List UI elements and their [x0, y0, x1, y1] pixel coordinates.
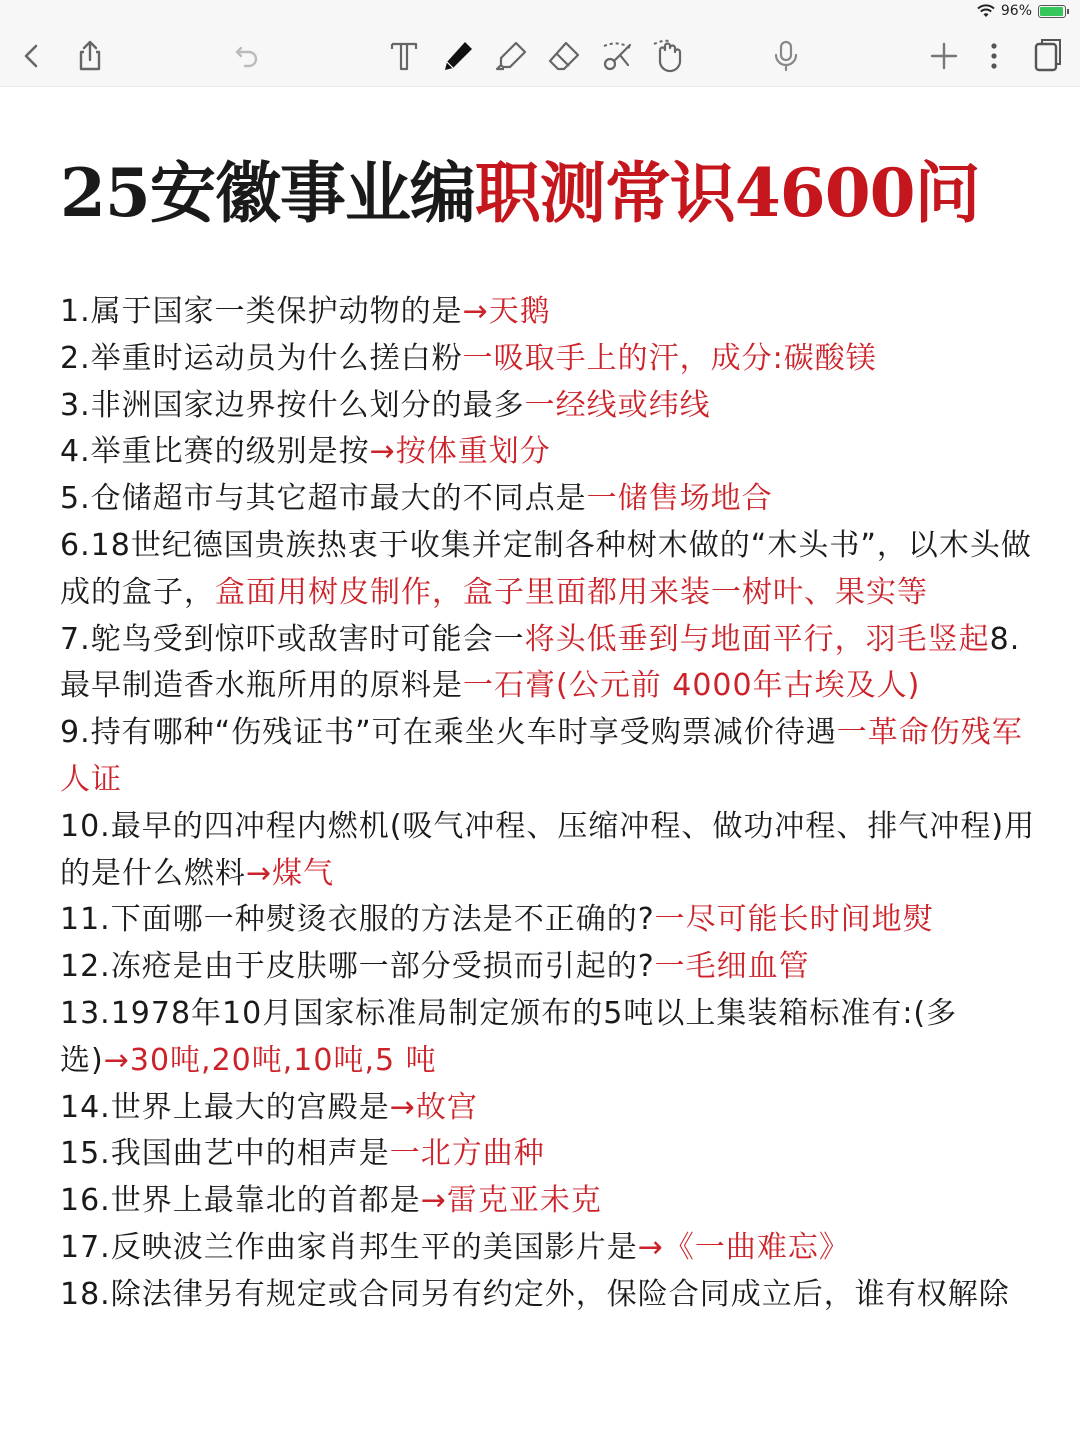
list-item [60, 336, 1050, 383]
status-indicators [977, 3, 1066, 19]
eraser-button[interactable] [542, 34, 586, 78]
answer-text: 一革命伤残军人证 [60, 715, 1023, 797]
list-item [60, 1085, 1050, 1132]
answer-text: 一毛细血管 [654, 949, 810, 985]
answer-text: →天鹅 [462, 294, 551, 329]
answer-text: 一吸取手上的汗，成分:碳酸镁 [462, 340, 877, 376]
undo-button[interactable] [225, 34, 269, 78]
question-text: 9.持有哪种“伤残证书”可在乘坐火车时享受购票减价待遇 [60, 715, 837, 751]
list-item [60, 476, 1050, 523]
back-icon [14, 38, 50, 74]
answer-text: →故宫 [389, 1089, 478, 1125]
list-item [60, 617, 1050, 711]
list-item [60, 289, 1050, 336]
microphone-icon [768, 38, 804, 74]
answer-text: 一尽可能长时间地熨 [654, 902, 934, 938]
list-item [60, 429, 1050, 476]
microphone-button[interactable] [764, 34, 808, 78]
answer-text: 盒面用树皮制作，盒子里面都用来装一树叶、果实等 [215, 574, 928, 610]
answer-text: →30吨,20吨,10吨,5 吨 [103, 1042, 437, 1078]
text-tool-button[interactable] [382, 34, 426, 78]
list-item [60, 1178, 1050, 1225]
question-text: 7.鸵鸟受到惊吓或敌害时可能会一 [60, 621, 525, 657]
question-text: 17.反映波兰作曲家肖邦生平的美国影片是 [60, 1229, 638, 1265]
list-item [60, 523, 1050, 617]
add-button[interactable] [922, 34, 966, 78]
question-text: 10.最早的四冲程内燃机(吸气冲程、压缩冲程、做功冲程、排气冲程)用的是什么燃料 [60, 808, 1036, 891]
question-text: 18.除法律另有规定或合同另有约定外，保险合同成立后，谁有权解除 [60, 1276, 1010, 1312]
question-text: 8.最早制造香水瓶所用的原料是 [60, 621, 1021, 704]
question-text: 14.世界上最大的宫殿是 [60, 1089, 390, 1125]
hand-tool-button[interactable] [646, 34, 690, 78]
list-item [60, 1272, 1050, 1319]
list-item [60, 944, 1050, 991]
highlighter-button[interactable] [490, 34, 534, 78]
question-text: 1.属于国家一类保护动物的是 [60, 294, 463, 329]
lasso-button[interactable] [596, 34, 640, 78]
title-black: 25安徽事业编 [60, 154, 475, 232]
question-list [60, 289, 1050, 1319]
question-text: 5.仓储超市与其它超市最大的不同点是 [60, 481, 587, 517]
list-item [60, 991, 1050, 1085]
battery-fill [1040, 7, 1063, 16]
answer-text: 一储售场地合 [586, 481, 773, 517]
status-bar [0, 0, 1080, 26]
battery-icon [1038, 5, 1066, 18]
answer-text: 一石膏(公元前 4000年古埃及人) [463, 668, 921, 704]
answer-text: →《一曲难忘》 [637, 1229, 850, 1265]
question-text: 13.1978年10月国家标准局制定颁布的5吨以上集装箱标准有:(多选) [60, 995, 958, 1078]
battery-percent: 96% [1000, 3, 1032, 19]
share-button[interactable] [68, 34, 112, 78]
question-text: 6.18世纪德国贵族热衷于收集并定制各种树木做的“木头书”，以木头做成的盒子， [60, 527, 1032, 610]
question-text: 16.世界上最靠北的首都是 [60, 1183, 421, 1219]
eraser-icon [546, 38, 582, 74]
list-item [60, 383, 1050, 430]
add-icon [926, 38, 962, 74]
highlighter-icon [494, 38, 530, 74]
wifi-icon [977, 4, 995, 18]
question-text: 15.我国曲艺中的相声是 [60, 1136, 390, 1172]
list-item [60, 1225, 1050, 1272]
more-button[interactable] [972, 34, 1016, 78]
title-red: 职测常识4600问 [474, 154, 980, 232]
pages-icon [1028, 38, 1064, 74]
answer-text: →按体重划分 [369, 434, 551, 470]
pen-button[interactable] [436, 34, 480, 78]
list-item [60, 804, 1050, 898]
more-icon [976, 38, 1012, 74]
answer-text: 一经线或纬线 [524, 387, 711, 423]
undo-icon [229, 38, 265, 74]
list-item [60, 710, 1050, 804]
answer-text: →雷克亚未克 [420, 1183, 602, 1219]
text-tool-icon [386, 38, 422, 74]
answer-text: →煤气 [246, 855, 335, 891]
answer-text: 一北方曲种 [389, 1136, 545, 1172]
pen-icon [440, 38, 476, 74]
pages-button[interactable] [1024, 34, 1068, 78]
list-item [60, 897, 1050, 944]
back-button[interactable] [10, 34, 54, 78]
lasso-icon [600, 38, 636, 74]
question-text: 3.非洲国家边界按什么划分的最多 [60, 387, 525, 423]
question-text: 11.下面哪一种熨烫衣服的方法是不正确的? [60, 902, 655, 938]
share-icon [72, 38, 108, 74]
question-text: 2.举重时运动员为什么搓白粉 [60, 340, 463, 376]
toolbar [0, 26, 1080, 87]
page-title [60, 148, 1060, 238]
question-text: 12.冻疮是由于皮肤哪一部分受损而引起的? [60, 949, 655, 985]
question-text: 4.举重比赛的级别是按 [60, 434, 370, 470]
hand-icon [650, 38, 686, 74]
list-item [60, 1131, 1050, 1178]
answer-text: 将头低垂到与地面平行，羽毛竖起 [524, 621, 990, 657]
